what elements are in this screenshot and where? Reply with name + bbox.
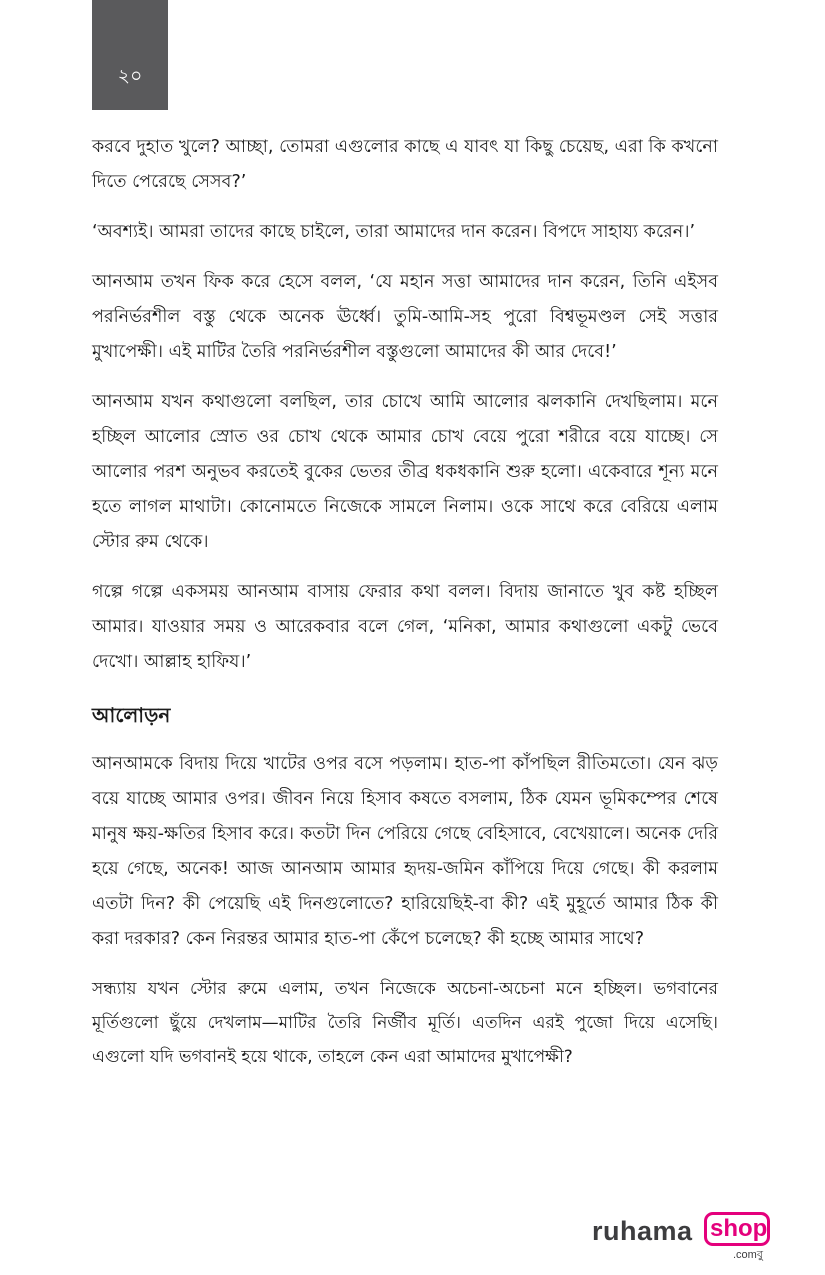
logo-word: ruhama (592, 1216, 693, 1246)
paragraph-3: আনআম তখন ফিক করে হেসে বলল, ‘যে মহান সত্তা আমাদের দান করেন, তিনি এইসব পরনির্ভরশীল বস্তু থেকে অনেক ঊর্ধ্বে। তুমি-আমি-সহ পুরো বিশ্বভূমণ্ডল সেই সত্তার মুখাপেক্ষী। এই মাটির তৈরি পরনির্ভরশীল বস্তুগুলো আমাদের কী আর দেবে!’ (92, 272, 718, 362)
ruhamashop-logo (592, 1212, 782, 1262)
paragraph-2: ‘অবশ্যই। আমরা তাদের কাছে চাইলে, তারা আমাদের দান করেন। বিপদে সাহায্য করেন।’ (92, 222, 696, 242)
paragraph-1: করবে দুহাত খুলে? আচ্ছা, তোমরা এগুলোর কাছে এ যাবৎ যা কিছু চেয়েছ, এরা কি কখনো দিতে পেরেছে সেসব?’ (92, 137, 718, 192)
paragraph-5: গল্পে গল্পে একসময় আনআম বাসায় ফেরার কথা বলল। বিদায় জানাতে খুব কষ্ট হচ্ছিল আমার। যাওয়ার সময় ও আরেকবার বলে গেল, ‘মনিকা, আমার কথাগুলো একটু ভেবে দেখো। আল্লাহ হাফিয।’ (92, 582, 718, 672)
page-number-tab (92, 0, 168, 110)
logo-shop-box (704, 1212, 770, 1246)
logo-domain: .comবু (733, 1249, 763, 1261)
logo-shop-word: shop (710, 1215, 768, 1242)
page-number: ২০ (117, 65, 143, 87)
paragraph-6: আনআমকে বিদায় দিয়ে খাটের ওপর বসে পড়লাম। হাত-পা কাঁপছিল রীতিমতো। যেন ঝড় বয়ে যাচ্ছে আমার ওপর। জীবন নিয়ে হিসাব কষতে বসলাম, ঠিক যেমন ভূমিকম্পের শেষে মানুষ ক্ষয়-ক্ষতির হিসাব করে। কতটা দিন পেরিয়ে গেছে বেহিসাবে, বেখেয়ালে। অনেক দেরি হয়ে গেছে, অনেক! আজ আনআম আমার হৃদয়-জমিন কাঁপিয়ে দিয়ে গেছে। কী করলাম এতটা দিন? কী পেয়েছি এই দিনগুলোতে? হারিয়েছিই-বা কী? এই মুহূর্তে আমার ঠিক কী করা দরকার? কেন নিরন্তর আমার হাত-পা কেঁপে চলেছে? কী হচ্ছে আমার সাথে? (92, 754, 718, 949)
paragraph-4: আনআম যখন কথাগুলো বলছিল, তার চোখে আমি আলোর ঝলকানি দেখছিলাম। মনে হচ্ছিল আলোর স্রোত ওর চোখ থেকে আমার চোখ বেয়ে পুরো শরীরে বয়ে যাচ্ছে। সে আলোর পরশ অনুভব করতেই বুকের ভেতর তীব্র ধকধকানি শুরু হলো। একেবারে শূন্য মনে হতে লাগল মাথাটা। কোনোমতে নিজেকে সামলে নিলাম। ওকে সাথে করে বেরিয়ে এলাম স্টোর রুম থেকে। (92, 392, 718, 552)
page-content (92, 130, 718, 1074)
section-heading: আলোড়ন (92, 703, 171, 727)
paragraph-7: সন্ধ্যায় যখন স্টোর রুমে এলাম, তখন নিজেকে অচেনা-অচেনা মনে হচ্ছিল। ভগবানের মূর্তিগুলো ছুঁয়ে দেখলাম—মাটির তৈরি নির্জীব মূর্তি। এতদিন এরই পুজো দিয়ে এসেছি। এগুলো যদি ভগবানই হয়ে থাকে, তাহলে কেন এরা আমাদের মুখাপেক্ষী? (92, 979, 718, 1067)
